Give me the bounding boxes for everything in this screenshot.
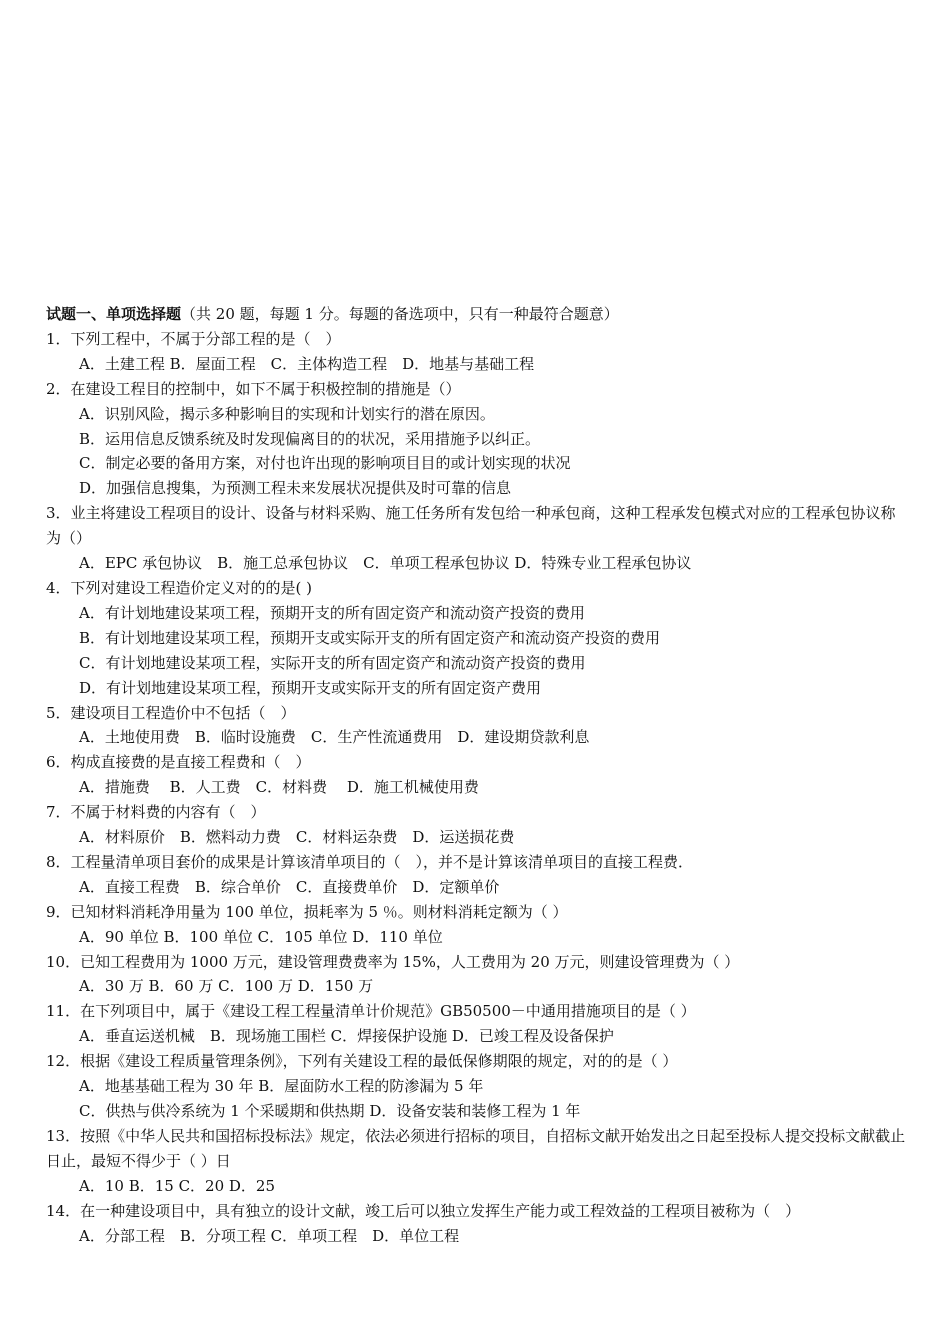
question-9 [46,900,908,950]
question-options: D．有计划地建设某项工程，预期开支或实际开支的所有固定资产费用 [79,678,542,697]
question-3 [46,501,908,576]
question-stem: 4．下列对建设工程造价定义对的的是( ) [46,578,313,597]
question-4 [46,576,908,701]
question-stem: 8．工程量清单项目套价的成果是计算该清单项目的（ ），并不是计算该清单项目的直接工程费． [46,852,694,871]
question-stem: 2．在建设工程目的控制中，如下不属于积极控制的措施是（） [46,379,461,398]
question-options: C．供热与供冷系统为 1 个采暖期和供热期 D．设备安装和装修工程为 1 年 [79,1102,581,1120]
question-options: A．土地使用费 B．临时设施费 C．生产性流通费用 D．建设期贷款利息 [79,728,590,747]
question-stem: 11．在下列项目中，属于《建设工程工程量清单计价规范》GB50500－中通用措施项目的是（ ） [46,1002,696,1021]
question-7 [46,800,908,850]
question-5 [46,701,908,751]
question-options: A．有计划地建设某项工程，预期开支的所有固定资产和流动资产投资的费用 [79,603,585,622]
exam-document [46,302,908,1248]
question-options: A．EPC 承包协议 B．施工总承包协议 C．单项工程承包协议 D．特殊专业工程承包协议 [79,554,692,573]
question-14 [46,1199,908,1249]
question-stem: 1．下列工程中，不属于分部工程的是（ ） [46,329,341,348]
section-note: （共 20 题，每题 1 分。每题的备选项中，只有一种最符合题意） [181,305,619,323]
question-options: A．材料原价 B．燃料动力费 C．材料运杂费 D．运送损花费 [79,828,515,847]
question-options: A．直接工程费 B．综合单价 C．直接费单价 D．定额单价 [79,877,500,896]
question-options: B．有计划地建设某项工程，预期开支或实际开支的所有固定资产和流动资产投资的费用 [79,628,661,647]
question-options: A．垂直运送机械 B．现场施工围栏 C．焊接保护设施 D．已竣工程及设备保护 [79,1027,614,1046]
question-stem: 5．建设项目工程造价中不包括（ ） [46,703,296,722]
question-stem: 10．已知工程费用为 1000 万元，建设管理费费率为 15%，人工费用为 20 万元，则建设管理费为（ ） [46,952,740,971]
question-13 [46,1124,908,1199]
question-options: C．有计划地建设某项工程，实际开支的所有固定资产和流动资产投资的费用 [79,653,586,672]
section-title: 试题一、单项选择题 [46,305,182,323]
question-1 [46,327,908,377]
question-options: A．土建工程 B．屋面工程 C．主体构造工程 D．地基与基础工程 [79,354,535,373]
question-options: A．分部工程 B．分项工程 C．单项工程 D．单位工程 [79,1226,460,1245]
question-stem: 6．构成直接费的是直接工程费和（ ） [46,753,311,772]
question-options: A．30 万 B．60 万 C．100 万 D．150 万 [79,977,374,996]
question-stem: 14．在一种建设项目中，具有独立的设计文献，竣工后可以独立发挥生产能力或工程效益的工程项目被称为（ ） [46,1201,801,1220]
question-stem: 3．业主将建设工程项目的设计、设备与材料采购、施工任务所有发包给一种承包商，这种工程承发包模式对应的工程承包协议称为（） [46,504,896,548]
question-options: A．措施费 B．人工费 C．材料费 D．施工机械使用费 [79,778,479,797]
section-heading [46,302,908,327]
question-8 [46,850,908,900]
question-stem: 9．已知材料消耗净用量为 100 单位，损耗率为 5 ％。则材料消耗定额为（ ） [46,902,568,921]
question-options: D．加强信息搜集，为预测工程未来发展状况提供及时可靠的信息 [79,479,512,498]
question-options: A．地基基础工程为 30 年 B．屋面防水工程的防渗漏为 5 年 [79,1077,484,1096]
question-stem: 13．按照《中华人民共和国招标投标法》规定，依法必须进行招标的项目，自招标文献开始发出之日起至投标人提交投标文献截止日止，最短不得少于（ ）日 [46,1126,906,1170]
question-list [46,327,908,1249]
question-options: A．90 单位 B．100 单位 C．105 单位 D．110 单位 [79,927,443,946]
question-2 [46,377,908,502]
question-options: B．运用信息反馈系统及时发现偏离目的的状况，采用措施予以纠正。 [79,429,541,448]
question-options: C．制定必要的备用方案，对付也许出现的影响项目目的或计划实现的状况 [79,454,571,473]
question-11 [46,999,908,1049]
question-6 [46,750,908,800]
question-options: A．识别风险，揭示多种影响目的实现和计划实行的潜在原因。 [79,404,495,423]
question-stem: 12．根据《建设工程质量管理条例》，下列有关建设工程的最低保修期限的规定，对的的是（ ） [46,1052,678,1071]
question-10 [46,950,908,1000]
question-stem: 7．不属于材料费的内容有（ ） [46,803,266,822]
question-options: A．10 B．15 C．20 D．25 [79,1176,276,1195]
question-12 [46,1049,908,1124]
